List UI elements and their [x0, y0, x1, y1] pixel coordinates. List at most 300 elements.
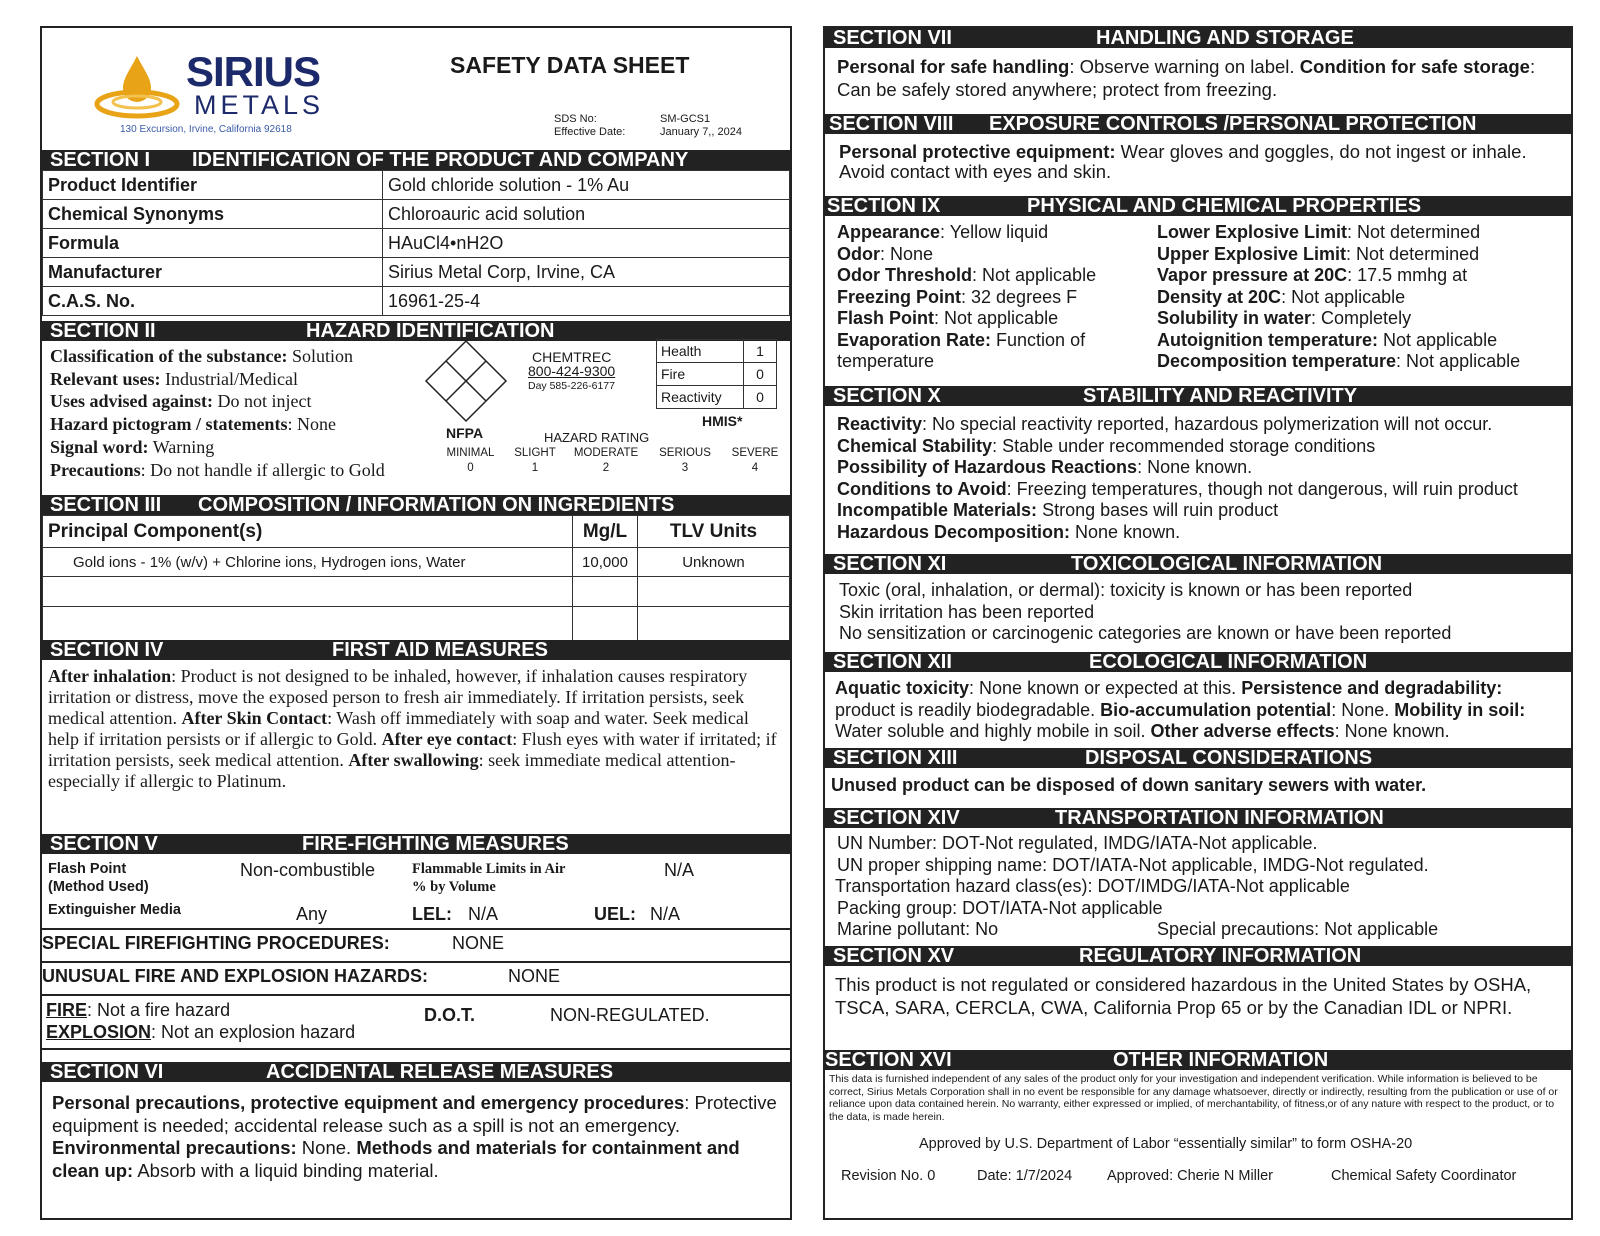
- section-number: SECTION V: [50, 834, 158, 854]
- document-title: SAFETY DATA SHEET: [450, 52, 690, 78]
- first-aid-label: After swallowing: [348, 750, 479, 770]
- property-label: Density at 20C: [1157, 286, 1282, 307]
- table-row: [43, 229, 790, 258]
- property-value: : Not determined: [1347, 222, 1481, 242]
- sirius-logo-icon: [94, 52, 180, 122]
- divider: [42, 961, 790, 963]
- properties-left: [837, 222, 1153, 373]
- release-body: None.: [296, 1137, 357, 1158]
- property-value: : 32 degrees F: [961, 286, 1078, 307]
- explosion-value: : Not an explosion hazard: [151, 1022, 356, 1042]
- section-bar: [825, 114, 1571, 134]
- row-label: C.A.S. No.: [43, 287, 383, 316]
- hazard-line: [50, 459, 385, 482]
- table-row: [43, 287, 790, 316]
- property-value: : Yellow liquid: [940, 222, 1049, 242]
- first-aid-body: : seek immediate medical attention- especially if allergic to Platinum.: [48, 750, 736, 791]
- row-label: Chemical Synonyms: [43, 200, 383, 229]
- hazard-line-label: Precautions: [50, 459, 141, 480]
- explosion-label: EXPLOSION: [46, 1022, 152, 1042]
- property-line: [1157, 244, 1569, 266]
- uel-value: N/A: [650, 904, 681, 924]
- table-row: [43, 577, 790, 607]
- section-bar: [42, 834, 790, 854]
- explosion-line: [46, 1022, 355, 1043]
- section-bar: [825, 554, 1571, 574]
- section-2: [42, 321, 790, 491]
- special-procedures-label: SPECIAL FIREFIGHTING PROCEDURES:: [42, 933, 390, 953]
- property-label: Solubility in water: [1157, 308, 1312, 328]
- table-cell: [43, 607, 573, 641]
- section-bar: [825, 1050, 1571, 1070]
- row-label: Formula: [43, 229, 383, 258]
- osha-approval: Approved by U.S. Department of Labor “essentially similar” to form OSHA-20: [919, 1136, 1413, 1152]
- first-aid-label: After eye contact: [381, 729, 513, 749]
- table-cell: [638, 607, 790, 641]
- rating-value: 1: [531, 462, 539, 474]
- section-number: SECTION III: [50, 495, 162, 515]
- rating-name: SEVERE: [731, 447, 779, 459]
- section-title: HAZARD IDENTIFICATION: [306, 321, 555, 341]
- property-value: : Completely: [1311, 308, 1412, 328]
- stability-value: : No special reactivity reported, hazardous polymerization will not occur.: [922, 414, 1493, 434]
- property-line: [1157, 308, 1569, 330]
- hazard-line: [50, 345, 385, 368]
- rating-value: 0: [467, 462, 474, 474]
- property-value: Not applicable: [1378, 329, 1498, 350]
- stability-label: Conditions to Avoid: [837, 478, 1007, 499]
- nfpa-diamond-icon: [424, 339, 508, 423]
- section-title: EXPOSURE CONTROLS /PERSONAL PROTECTION: [989, 114, 1477, 134]
- property-line: [1157, 330, 1569, 352]
- rating-name: MINIMAL: [446, 447, 495, 459]
- accidental-release-text: [42, 1082, 790, 1182]
- first-aid-body: : Wash off immediately with soap and water. Seek medical help if irritation persists or if allergic to Gold.: [48, 708, 749, 749]
- fire-line: [46, 1000, 230, 1021]
- hazard-line: [50, 413, 385, 436]
- row-value: HAuCl4•nH2O: [383, 229, 790, 258]
- section-bar: [825, 28, 1571, 48]
- toxicology-text: [825, 574, 1571, 645]
- stability-line: [837, 500, 1571, 522]
- table-cell: Gold ions - 1% (w/v) + Chlorine ions, Hydrogen ions, Water: [43, 548, 573, 577]
- table-row: [43, 258, 790, 287]
- section-4: [42, 640, 790, 792]
- property-value: : Not applicable: [972, 265, 1097, 285]
- section-8: [825, 114, 1571, 182]
- section-number: SECTION XI: [833, 554, 947, 574]
- hazard-line-value: : Do not handle if allergic to Gold: [140, 459, 385, 480]
- first-aid-body: : Flush eyes with water if irritated; if irritation persists, seek medical attention.: [48, 729, 777, 770]
- hazard-line-value: : None: [287, 414, 336, 435]
- property-line: [837, 222, 1153, 244]
- divider: [42, 1048, 790, 1050]
- sds-no-label: SDS No:: [554, 113, 597, 125]
- ecological-label: Persistence and degradability:: [1241, 678, 1503, 698]
- hmis-name: Health: [657, 340, 744, 363]
- effective-date-label: Effective Date:: [554, 126, 626, 138]
- rating-item: [505, 447, 565, 474]
- property-value: : Not applicable: [1396, 351, 1521, 371]
- property-value: Function of temperature: [837, 329, 1086, 371]
- nfpa-label: NFPA: [446, 425, 484, 441]
- transport-line: UN Number: DOT-Not regulated, IMDG/IATA-Not applicable.: [837, 833, 1318, 853]
- handling-body: : Observe warning on label.: [1069, 56, 1300, 77]
- release-body: Absorb with a liquid binding material.: [133, 1159, 439, 1181]
- hmis-row: [657, 340, 777, 363]
- stability-text: [825, 406, 1571, 543]
- hazard-line-label: Signal word:: [50, 436, 149, 457]
- sds-no-value: SM-GCS1: [660, 113, 711, 125]
- ecological-body: : None known or expected at this.: [969, 678, 1242, 698]
- row-label: Product Identifier: [43, 171, 383, 200]
- disposal-text: Unused product can be disposed of down sanitary sewers with water.: [831, 775, 1427, 795]
- row-value: Chloroauric acid solution: [383, 200, 790, 229]
- first-aid-body: : Product is not designed to be inhaled, however, if inhalation causes respiratory irritation or distress, move the exposed person to fresh air immediately. If irritation persists, seek medical attention.: [48, 666, 748, 728]
- ecological-label: Aquatic toxicity: [835, 678, 970, 698]
- right-panel: [823, 26, 1573, 1220]
- divider: [42, 994, 790, 996]
- toxicology-line: No sensitization or carcinogenic categories are known or have been reported: [839, 623, 1452, 643]
- effective-date-value: January 7,, 2024: [660, 126, 742, 138]
- property-label: Odor: [837, 243, 880, 264]
- rating-value: 4: [751, 462, 759, 474]
- revision-number: Revision No. 0: [841, 1168, 936, 1184]
- ecological-body: : None known.: [1334, 721, 1450, 741]
- stability-label: Incompatible Materials:: [837, 500, 1038, 520]
- section-number: SECTION XIV: [833, 808, 960, 828]
- document-header: [42, 28, 790, 150]
- row-value: 16961-25-4: [383, 287, 790, 316]
- transport-line: [837, 919, 1571, 941]
- property-line: [1157, 287, 1569, 309]
- fire-label: FIRE: [46, 1000, 88, 1020]
- special-precautions: Special precautions: Not applicable: [1157, 919, 1439, 939]
- stability-label: Reactivity: [837, 414, 923, 434]
- property-line: [837, 244, 1153, 266]
- property-line: [837, 330, 1153, 373]
- flash-point-label: [48, 860, 149, 896]
- section-title: DISPOSAL CONSIDERATIONS: [1085, 748, 1373, 768]
- uel-label: UEL:: [594, 904, 636, 924]
- property-label: Vapor pressure at 20C: [1157, 265, 1348, 285]
- transport-text: [825, 828, 1571, 941]
- stability-line: [837, 457, 1571, 479]
- flash-point-value: Non-combustible: [240, 860, 376, 880]
- stability-label: Possibility of Hazardous Reactions: [837, 457, 1138, 477]
- property-label: Flash Point: [837, 308, 935, 328]
- stability-value: Strong bases will ruin product: [1037, 500, 1279, 520]
- hazard-statements: [50, 345, 385, 481]
- hazard-line: [50, 368, 385, 391]
- release-label: Methods and materials for containment and clean up:: [52, 1137, 740, 1181]
- extinguisher-value: Any: [296, 904, 328, 924]
- column-header: TLV Units: [638, 516, 790, 548]
- stability-line: [837, 436, 1571, 458]
- section-14: [825, 808, 1571, 942]
- exposure-label: Personal protective equipment:: [839, 141, 1116, 162]
- hazard-line-value: Industrial/Medical: [160, 368, 298, 389]
- ecological-label: Bio-accumulation potential: [1100, 699, 1332, 720]
- regulatory-text: This product is not regulated or considered hazardous in the United States by OSHA, TSCA, SARA, CERCLA, CWA, California Prop 65 or by the Canadian IDL or NPRI.: [835, 974, 1532, 1018]
- section-title: TRANSPORTATION INFORMATION: [1055, 808, 1384, 828]
- section-11: [825, 554, 1571, 645]
- rating-name: SERIOUS: [659, 447, 711, 459]
- property-line: [1157, 351, 1569, 373]
- stability-value: : None known.: [1137, 457, 1253, 477]
- rating-name: SLIGHT: [514, 447, 556, 459]
- handling-label: Personal for safe handling: [837, 56, 1070, 77]
- rating-value: 2: [602, 462, 610, 474]
- release-label: Environmental precautions:: [52, 1137, 297, 1158]
- section-5: [42, 834, 790, 1056]
- property-label: Odor Threshold: [837, 265, 972, 285]
- table-cell: Unknown: [638, 548, 790, 577]
- property-label: Decomposition temperature: [1157, 351, 1397, 371]
- hmis-name: Fire: [657, 363, 744, 386]
- first-aid-text: [42, 660, 790, 792]
- property-value: : Not determined: [1346, 243, 1480, 264]
- section-13: [825, 748, 1571, 796]
- property-value: : None: [880, 243, 934, 264]
- section-title: OTHER INFORMATION: [1113, 1050, 1329, 1070]
- hmis-row: [657, 363, 777, 386]
- section-number: SECTION XV: [833, 946, 955, 966]
- hazard-line-label: Uses advised against:: [50, 391, 214, 412]
- section-7: [825, 28, 1571, 101]
- hazard-line-label: Classification of the substance:: [50, 346, 288, 366]
- table-row: [43, 548, 790, 577]
- section-10: [825, 386, 1571, 543]
- section-bar: [42, 1062, 790, 1082]
- release-body: : Protective equipment is needed; accidental release such as a spill is not an emergency.: [52, 1092, 777, 1136]
- row-value: Sirius Metal Corp, Irvine, CA: [383, 258, 790, 287]
- table-cell: 10,000: [573, 548, 638, 577]
- lel-label: LEL:: [412, 904, 452, 924]
- rating-item: [647, 447, 723, 474]
- exposure-text: [825, 134, 1571, 182]
- hmis-table: [656, 339, 777, 409]
- section-12: [825, 652, 1571, 743]
- dot-value: NON-REGULATED.: [550, 1005, 710, 1025]
- hazard-line-label: Relevant uses:: [50, 368, 161, 389]
- hazard-rating-title: HAZARD RATING: [544, 430, 650, 445]
- table-header-row: [43, 516, 790, 548]
- flash-point-label-line: Flash Point: [48, 861, 127, 877]
- property-line: [1157, 222, 1569, 244]
- section-bar: [42, 495, 790, 515]
- special-procedures-value: NONE: [452, 933, 505, 953]
- flammable-limits-unit-line: % by Volume: [412, 879, 496, 895]
- row-value: Gold chloride solution - 1% Au: [383, 171, 790, 200]
- stability-value: : Stable under recommended storage conditions: [992, 435, 1376, 456]
- hazard-line: [50, 436, 385, 459]
- property-value: : 17.5 mmhg at: [1347, 265, 1468, 285]
- property-value: : Not applicable: [1281, 286, 1406, 307]
- section-number: SECTION IV: [50, 640, 164, 660]
- hmis-name: Reactivity: [657, 386, 744, 409]
- table-row: [43, 607, 790, 641]
- section-number: SECTION IX: [827, 196, 941, 216]
- first-aid-label: After Skin Contact: [181, 708, 328, 728]
- brand-subname: METALS: [194, 90, 325, 120]
- row-label: Manufacturer: [43, 258, 383, 287]
- section-title: HANDLING AND STORAGE: [1096, 28, 1354, 48]
- property-label: Freezing Point: [837, 286, 962, 307]
- properties-right: [1157, 222, 1569, 373]
- table-cell: [573, 607, 638, 641]
- section-bar: [42, 321, 790, 341]
- hmis-value: 0: [744, 363, 777, 386]
- section-title: FIRE-FIGHTING MEASURES: [302, 834, 569, 854]
- property-label: Evaporation Rate:: [837, 329, 992, 350]
- ecological-text: [825, 672, 1571, 743]
- hmis-row: [657, 386, 777, 409]
- stability-label: Chemical Stability: [837, 435, 993, 456]
- stability-line: [837, 479, 1571, 501]
- section-title: IDENTIFICATION OF THE PRODUCT AND COMPANY: [192, 150, 689, 170]
- revision-date: Date: 1/7/2024: [977, 1168, 1073, 1184]
- divider: [42, 928, 790, 930]
- rating-value: 3: [681, 462, 689, 474]
- section-number: SECTION XII: [833, 652, 952, 672]
- release-label: Personal precautions, protective equipment and emergency procedures: [52, 1092, 685, 1113]
- section-title: ECOLOGICAL INFORMATION: [1089, 652, 1368, 672]
- section-bar: [825, 652, 1571, 672]
- section-title: TOXICOLOGICAL INFORMATION: [1071, 554, 1383, 574]
- section-bar: [825, 748, 1571, 768]
- hazard-line-label: Hazard pictogram / statements: [50, 414, 288, 435]
- unusual-hazards-value: NONE: [508, 966, 561, 986]
- ecological-label: Other adverse effects: [1150, 721, 1335, 741]
- section-9: [825, 196, 1571, 382]
- transport-line: Transportation hazard class(es): DOT/IMDG/IATA-Not applicable: [835, 876, 1350, 896]
- table-cell: [573, 577, 638, 607]
- identification-table: [42, 170, 790, 316]
- hmis-label: HMIS*: [702, 413, 743, 429]
- handling-body: : Can be safely stored anywhere; protect from freezing.: [837, 56, 1536, 100]
- handling-label: Condition for safe storage: [1299, 56, 1530, 77]
- section-bar: [825, 386, 1571, 406]
- section-bar: [825, 196, 1571, 216]
- left-panel: [40, 26, 792, 1220]
- section-number: SECTION XVI: [825, 1050, 952, 1070]
- section-number: SECTION XIII: [833, 748, 958, 768]
- section-bar: [825, 808, 1571, 828]
- property-line: [1157, 265, 1569, 287]
- flammable-limits-label: [412, 860, 565, 896]
- property-label: Upper Explosive Limit: [1157, 243, 1347, 264]
- rating-name: MODERATE: [573, 447, 639, 459]
- transport-line: UN proper shipping name: DOT/IATA-Not applicable, IMDG-Not regulated.: [837, 854, 1429, 875]
- section-number: SECTION X: [833, 386, 941, 406]
- table-row: [43, 171, 790, 200]
- property-value: : Not applicable: [934, 308, 1059, 328]
- chemtrec-name: CHEMTREC: [532, 349, 612, 365]
- column-header: Principal Component(s): [43, 516, 573, 548]
- chemtrec-phone: 800-424-9300: [528, 363, 616, 379]
- section-title: REGULATORY INFORMATION: [1079, 946, 1362, 966]
- rating-item: [436, 447, 505, 474]
- hazard-line-value: Warning: [148, 436, 215, 457]
- table-row: [43, 200, 790, 229]
- rating-item: [723, 447, 787, 474]
- hazard-line-value: Solution: [287, 346, 354, 366]
- marine-pollutant: Marine pollutant: No: [837, 919, 999, 939]
- section-title: COMPOSITION / INFORMATION ON INGREDIENTS: [198, 495, 675, 515]
- extinguisher-label: Extinguisher Media: [48, 902, 181, 918]
- section-number: SECTION VI: [50, 1062, 164, 1082]
- toxicology-line: Toxic (oral, inhalation, or dermal): toxicity is known or has been reported: [839, 580, 1413, 600]
- stability-value: : Freezing temperatures, though not dangerous, will ruin product: [1006, 478, 1518, 499]
- section-number: SECTION II: [50, 321, 156, 341]
- property-label: Lower Explosive Limit: [1157, 222, 1348, 242]
- unusual-hazards-label: UNUSUAL FIRE AND EXPLOSION HAZARDS:: [42, 966, 429, 986]
- section-1: [42, 150, 790, 316]
- section-number: SECTION VIII: [829, 114, 954, 134]
- stability-line: [837, 414, 1571, 436]
- transport-line: Packing group: DOT/IATA-Not applicable: [837, 897, 1163, 918]
- stability-line: [837, 522, 1571, 544]
- section-bar: [42, 640, 790, 660]
- first-aid-label: After inhalation: [48, 666, 172, 686]
- section-number: SECTION I: [50, 150, 151, 170]
- section-6: [42, 1062, 790, 1182]
- flammable-limits-line: Flammable Limits in Air: [412, 861, 566, 877]
- property-line: [837, 287, 1153, 309]
- stability-label: Hazardous Decomposition:: [837, 521, 1071, 542]
- hazard-line: [50, 390, 385, 413]
- approved-by: Approved: Cherie N Miller: [1107, 1168, 1274, 1184]
- table-cell: [638, 577, 790, 607]
- property-line: [837, 308, 1153, 330]
- hazard-line-value: Do not inject: [213, 391, 312, 412]
- flash-point-method-line: (Method Used): [48, 879, 149, 895]
- property-line: [837, 265, 1153, 287]
- company-address: 130 Excursion, Irvine, California 92618: [120, 124, 292, 135]
- lel-value: N/A: [468, 904, 499, 924]
- disclaimer-text: This data is furnished independent of any sales of the product only for your investigation and independent verification. While information is believed to be correct, Sirius Metals Corporation shall in no event be responsible for any damage whatsoever, directly or indirectly, resulting from the publication or use of or reliance upon data contained herein. No warranty, either expressed or implied, of merchantability, of fitness,or of any nature with respect to the product, or to the data, is made herein.: [829, 1073, 1558, 1123]
- table-cell: [43, 577, 573, 607]
- hazard-rating-scale: [436, 447, 790, 474]
- section-16: [825, 1050, 1571, 1220]
- chemtrec-day-phone: Day 585-226-6177: [528, 380, 615, 392]
- section-3: [42, 495, 790, 641]
- fire-value: : Not a fire hazard: [87, 1000, 231, 1020]
- hmis-value: 1: [744, 340, 777, 363]
- section-title: ACCIDENTAL RELEASE MEASURES: [266, 1062, 614, 1082]
- ecological-body: Water soluble and highly mobile in soil.: [835, 721, 1151, 741]
- toxicology-line: Skin irritation has been reported: [839, 601, 1095, 622]
- section-15: [825, 946, 1571, 1019]
- section-title: STABILITY AND REACTIVITY: [1083, 386, 1358, 406]
- property-label: Autoignition temperature:: [1157, 329, 1378, 350]
- exposure-body: Wear gloves and goggles, do not ingest or inhale. Avoid contact with eyes and skin.: [839, 141, 1527, 182]
- ecological-label: Mobility in soil:: [1394, 699, 1526, 720]
- hmis-value: 0: [744, 386, 777, 409]
- column-header: Mg/L: [573, 516, 638, 548]
- section-title: FIRST AID MEASURES: [332, 640, 548, 660]
- property-label: Appearance: [837, 222, 941, 242]
- section-title: PHYSICAL AND CHEMICAL PROPERTIES: [1027, 196, 1422, 216]
- flammable-limits-value: N/A: [664, 860, 695, 880]
- handling-text: [825, 48, 1571, 101]
- stability-value: None known.: [1070, 521, 1181, 542]
- rating-item: [565, 447, 647, 474]
- ecological-body: : None.: [1331, 699, 1395, 720]
- brand-name: SIRIUS: [186, 48, 321, 95]
- dot-label: D.O.T.: [424, 1005, 476, 1025]
